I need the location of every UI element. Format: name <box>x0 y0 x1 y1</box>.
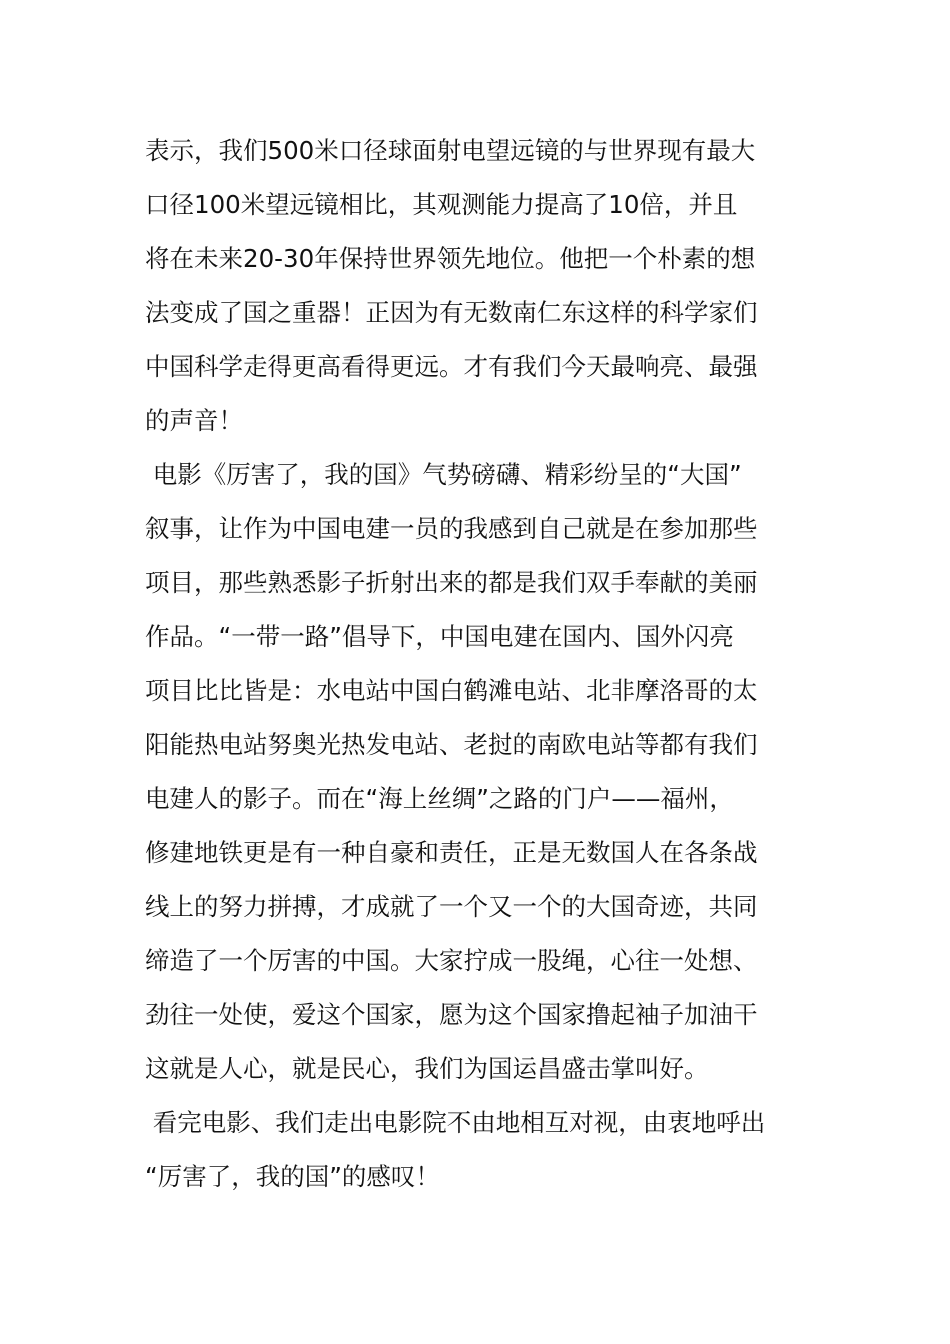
text-line: 将在未来20-30年保持世界领先地位。他把一个朴素的想 <box>145 244 756 273</box>
text-line: 电建人的影子。而在“海上丝绸”之路的门户——福州， <box>145 784 734 813</box>
text-line: 这就是人心，就是民心，我们为国运昌盛击掌叫好。 <box>145 1054 709 1083</box>
text-line: 叙事，让作为中国电建一员的我感到自己就是在参加那些 <box>145 514 758 543</box>
text-line: 表示，我们500米口径球面射电望远镜的与世界现有最大 <box>145 136 756 165</box>
text-line: 修建地铁更是有一种自豪和责任，正是无数国人在各条战 <box>145 838 758 867</box>
text-line: 看完电影、我们走出电影院不由地相互对视，由衷地呼出 <box>145 1108 766 1137</box>
text-line: 劲往一处使，爱这个国家，愿为这个国家撸起袖子加油干 <box>145 1000 758 1029</box>
text-line: 口径100米望远镜相比，其观测能力提高了10倍，并且 <box>145 190 738 219</box>
text-line: 线上的努力拼搏，才成就了一个又一个的大国奇迹，共同 <box>145 892 758 921</box>
text-line: 项目，那些熟悉影子折射出来的都是我们双手奉献的美丽 <box>145 568 758 597</box>
body-text <box>145 124 809 1204</box>
text-line: 作品。“一带一路”倡导下，中国电建在国内、国外闪亮 <box>145 622 734 651</box>
text-line: 缔造了一个厉害的中国。大家拧成一股绳，心往一处想、 <box>145 946 758 975</box>
text-line: “厉害了，我的国”的感叹！ <box>145 1162 440 1191</box>
text-line: 的声音！ <box>145 406 243 435</box>
text-line: 项目比比皆是：水电站中国白鹤滩电站、北非摩洛哥的太 <box>145 676 758 705</box>
text-line: 电影《厉害了，我的国》气势磅礴、精彩纷呈的“大国” <box>145 460 742 489</box>
text-line: 中国科学走得更高看得更远。才有我们今天最响亮、最强 <box>145 352 758 381</box>
text-line: 法变成了国之重器！正因为有无数南仁东这样的科学家们 <box>145 298 758 327</box>
text-line: 阳能热电站努奥光热发电站、老挝的南欧电站等都有我们 <box>145 730 758 759</box>
